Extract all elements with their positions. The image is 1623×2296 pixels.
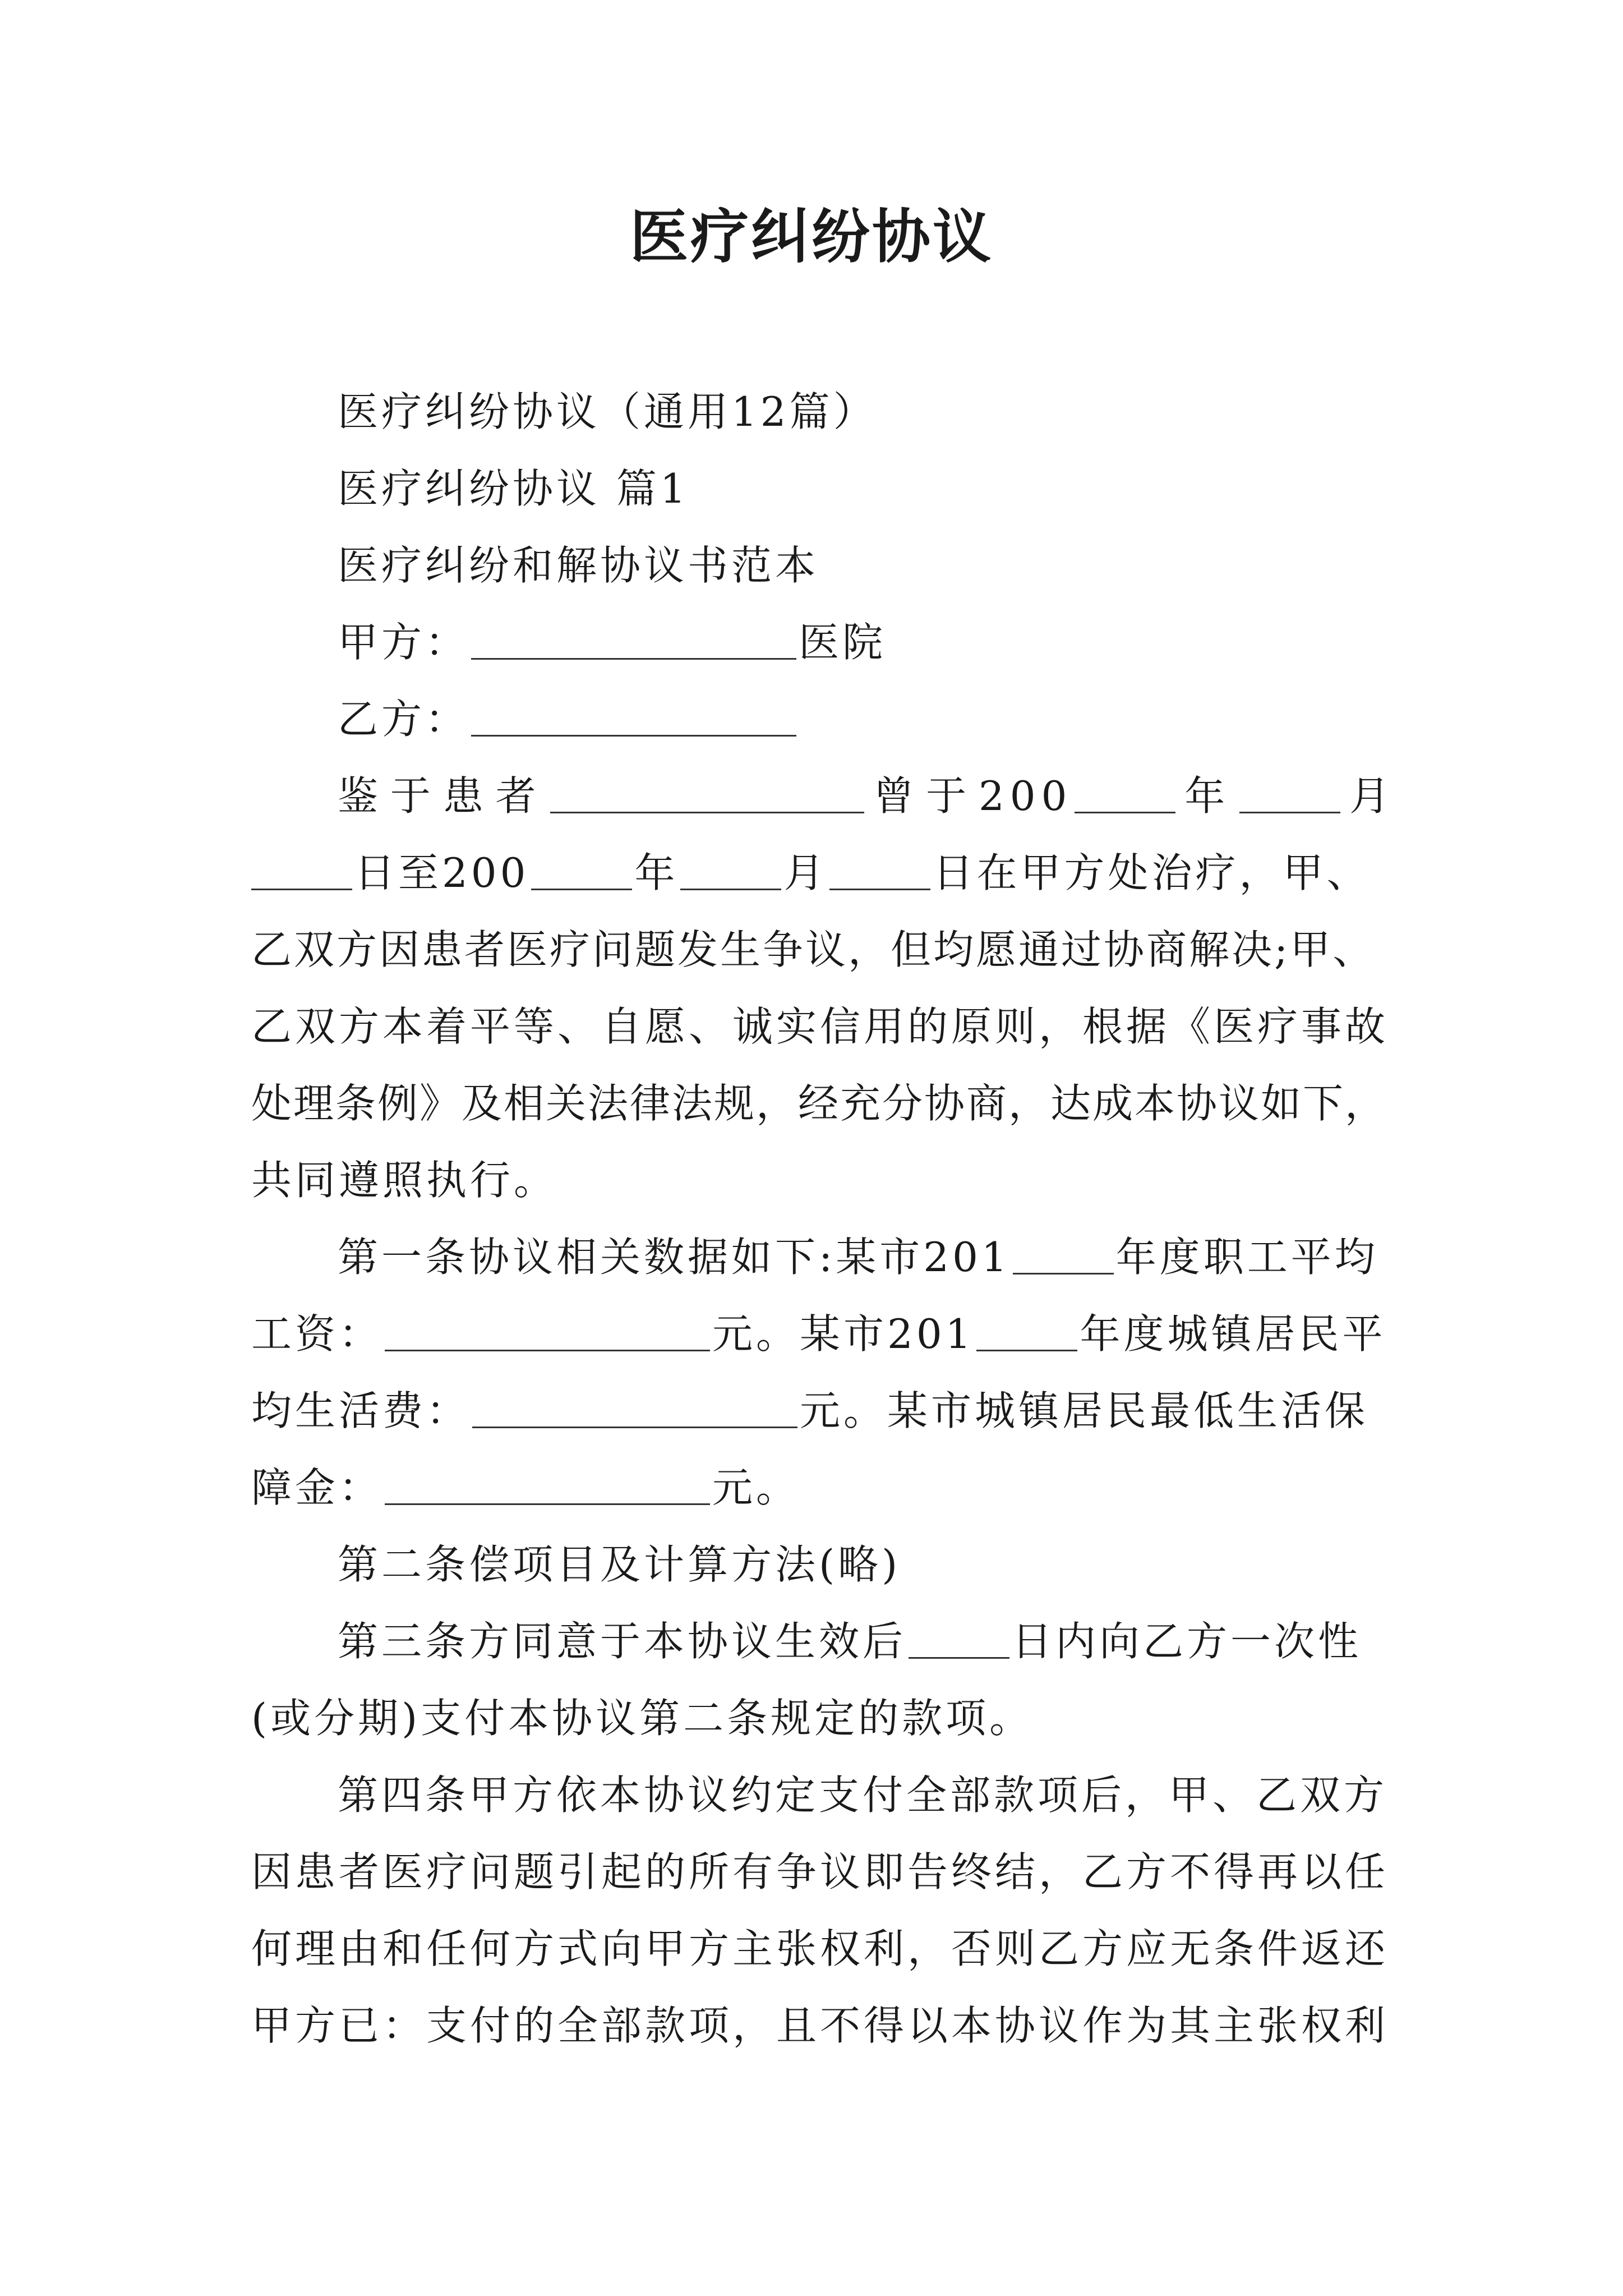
days-blank (909, 1617, 1009, 1659)
patient-name-blank (550, 771, 864, 813)
section-heading: 医疗纠纷协议 篇1 (338, 465, 689, 512)
day-blank (829, 848, 930, 890)
subtitle-line: 医疗纠纷协议（通用12篇） (338, 388, 877, 435)
text-span: 元。 (712, 1464, 800, 1511)
text-span: 年 (634, 849, 679, 896)
month-blank (680, 848, 781, 890)
paragraph-line (251, 1383, 1395, 1439)
paragraph-line: 乙双方因患者医疗问题发生争议，但均愿通过协商解决;甲、 (251, 926, 1376, 973)
month-blank (1239, 771, 1340, 813)
text-span: 月 (783, 849, 828, 896)
text-span: 均生活费： (251, 1387, 471, 1434)
paragraph-line: 乙双方本着平等、自愿、诚实信用的原则，根据《医疗事故 (251, 1003, 1389, 1050)
text-span: 月 (1343, 772, 1395, 820)
paragraph-line: 何理由和任何方式向甲方主张权利，否则乙方应无条件返还 (251, 1925, 1389, 1972)
text-span: 日在甲方处治疗，甲、 (933, 849, 1371, 896)
paragraph-line (251, 845, 1395, 901)
paragraph-line: 甲方已：支付的全部款项，且不得以本协议作为其主张权利 (251, 2002, 1389, 2049)
text-span: 障金： (251, 1464, 383, 1511)
agreement-title-line: 医疗纠纷和解协议书范本 (338, 542, 819, 589)
text-span: 曾于200 (866, 772, 1073, 820)
paragraph-line: (或分期)支付本协议第二条规定的款项。 (251, 1695, 1034, 1742)
paragraph-line (251, 1306, 1395, 1362)
party-b-blank (471, 694, 796, 737)
text-span: 鉴于患者 (338, 772, 548, 820)
party-a-label: 甲方： (338, 619, 469, 666)
living-cost-blank (472, 1386, 797, 1428)
year-blank (531, 848, 632, 890)
article-one-line (338, 1229, 1398, 1285)
text-span: 第三条方同意于本协议生效后 (338, 1618, 907, 1665)
day-blank (251, 848, 352, 890)
party-a-line (338, 614, 1398, 670)
year-blank (976, 1309, 1077, 1351)
article-four-line: 第四条甲方依本协议约定支付全部款项后，甲、乙双方 (338, 1772, 1388, 1819)
text-span: 日至200 (354, 849, 529, 896)
text-span: 年度职工平均 (1115, 1234, 1378, 1281)
text-span: 年 (1178, 772, 1238, 820)
party-b-line (338, 691, 1398, 747)
year-blank (1013, 1232, 1114, 1274)
party-a-suffix: 医院 (799, 619, 887, 666)
text-span: 元。某市城镇居民最低生活保 (800, 1387, 1369, 1434)
text-span: 年度城镇居民平 (1080, 1310, 1386, 1358)
text-span: 工资： (251, 1310, 383, 1358)
paragraph-line: 因患者医疗问题引起的所有争议即告终结，乙方不得再以任 (251, 1848, 1389, 1895)
paragraph-line (251, 1460, 1395, 1516)
year-blank (1075, 771, 1175, 813)
paragraph-line: 处理条例》及相关法律法规，经充分协商，达成本协议如下， (251, 1080, 1387, 1127)
article-three-line (338, 1613, 1398, 1669)
document-title: 医疗纠纷协议 (629, 202, 993, 271)
article-two-line: 第二条偿项目及计算方法(略) (338, 1541, 901, 1588)
party-b-label: 乙方： (338, 696, 469, 743)
party-a-blank (471, 618, 796, 660)
text-span: 元。某市201 (712, 1310, 975, 1358)
text-span: 第一条协议相关数据如下:某市201 (338, 1234, 1011, 1281)
wage-blank (385, 1309, 710, 1351)
min-living-blank (385, 1463, 710, 1505)
text-span: 日内向乙方一次性 (1012, 1618, 1362, 1665)
paragraph-line: 共同遵照执行。 (251, 1157, 558, 1204)
paragraph-line (338, 768, 1395, 824)
